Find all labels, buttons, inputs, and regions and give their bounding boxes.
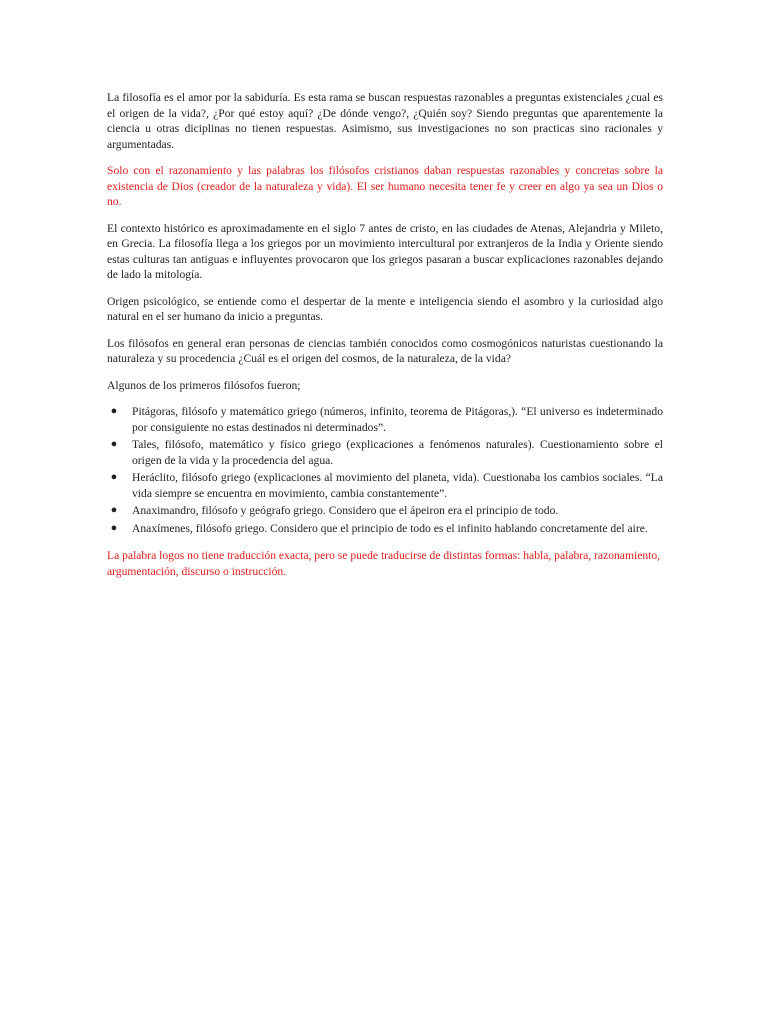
list-item xyxy=(110,503,663,519)
philosophers-list xyxy=(107,404,663,536)
paragraph-historical-context: El contexto histórico es aproximadamente en el siglo 7 antes de cristo, en las ciudades de Atenas, Alejandria y Mileto, en Grecia. La filosofía llega a los griegos por un movimiento intercultural por extranjeros de la India y Oriente siendo estas culturas tan antiguas e influyentes provocaron que los griegos pasaran a buscar explicaciones razonables dejando de lado la mitología. xyxy=(107,221,663,281)
list-item xyxy=(110,470,663,501)
bullet-icon: ● xyxy=(110,405,118,417)
list-item-text: Tales, filósofo, matemático y físico griego (explicaciones a fenómenos naturales). Cuestionamiento sobre el origen de la vida y la procedencia del agua. xyxy=(132,438,663,467)
list-item xyxy=(110,404,663,435)
list-item-text: Anaxímenes, filósofo griego. Considero que el principio de todo es el infinito hablando concretamente del aire. xyxy=(132,521,648,535)
list-item-text: Pitágoras, filósofo y matemático griego (números, infinito, teorema de Pitágoras,). “El universo es indeterminado por consiguiente no estas destinados ni determinados”. xyxy=(132,405,663,434)
paragraph-list-intro: Algunos de los primeros filósofos fueron; xyxy=(107,378,301,392)
bullet-icon: ● xyxy=(110,504,118,516)
bullet-icon: ● xyxy=(110,471,118,483)
document-body xyxy=(107,90,663,590)
list-item-text: Anaximandro, filósofo y geógrafo griego. Considero que el ápeiron era el principio de todo. xyxy=(132,504,559,517)
list-item xyxy=(110,521,663,537)
paragraph-intro: La filosofía es el amor por la sabiduría. Es esta rama se buscan respuestas razonables a preguntas existenciales ¿cual es el origen de la vida?, ¿Por qué estoy aquí? ¿De dónde vengo?, ¿Quién soy? Siendo preguntas que aparentemente la ciencia u otras diciplinas no tienen respuestas. Asimismo, sus investigaciones no son practicas sino racionales y argumentadas. xyxy=(107,91,663,151)
paragraph-psychological-origin: Origen psicológico, se entiende como el despertar de la mente e inteligencia siendo el asombro y la curiosidad algo natural en el ser humano da inicio a preguntas. xyxy=(107,294,663,323)
bullet-icon: ● xyxy=(110,438,118,450)
list-item xyxy=(110,437,663,468)
paragraph-logos: La palabra logos no tiene traducción exacta, pero se puede traducirse de distintas formas: habla, palabra, razonamiento, argumentación, discurso o instrucción. xyxy=(107,549,661,578)
list-item-text: Heráclito, filósofo griego (explicaciones al movimiento del planeta, vida). Cuestionaba los cambios sociales. “La vida siempre se encuentra en movimiento, cambia constantemente”. xyxy=(132,471,663,500)
paragraph-cosmogonic-philosophers: Los filósofos en general eran personas de ciencias también conocidos como cosmogónicos naturistas cuestionando la naturaleza y su procedencia ¿Cuál es el origen del cosmos, de la naturaleza, de la vida? xyxy=(107,336,663,365)
paragraph-christian-philosophers: Solo con el razonamiento y las palabras los filósofos cristianos daban respuestas razonables y concretas sobre la existencia de Dios (creador de la naturaleza y vida). El ser humano necesita tener fe y creer en algo ya sea un Dios o no. xyxy=(107,164,663,208)
bullet-icon: ● xyxy=(110,521,118,534)
